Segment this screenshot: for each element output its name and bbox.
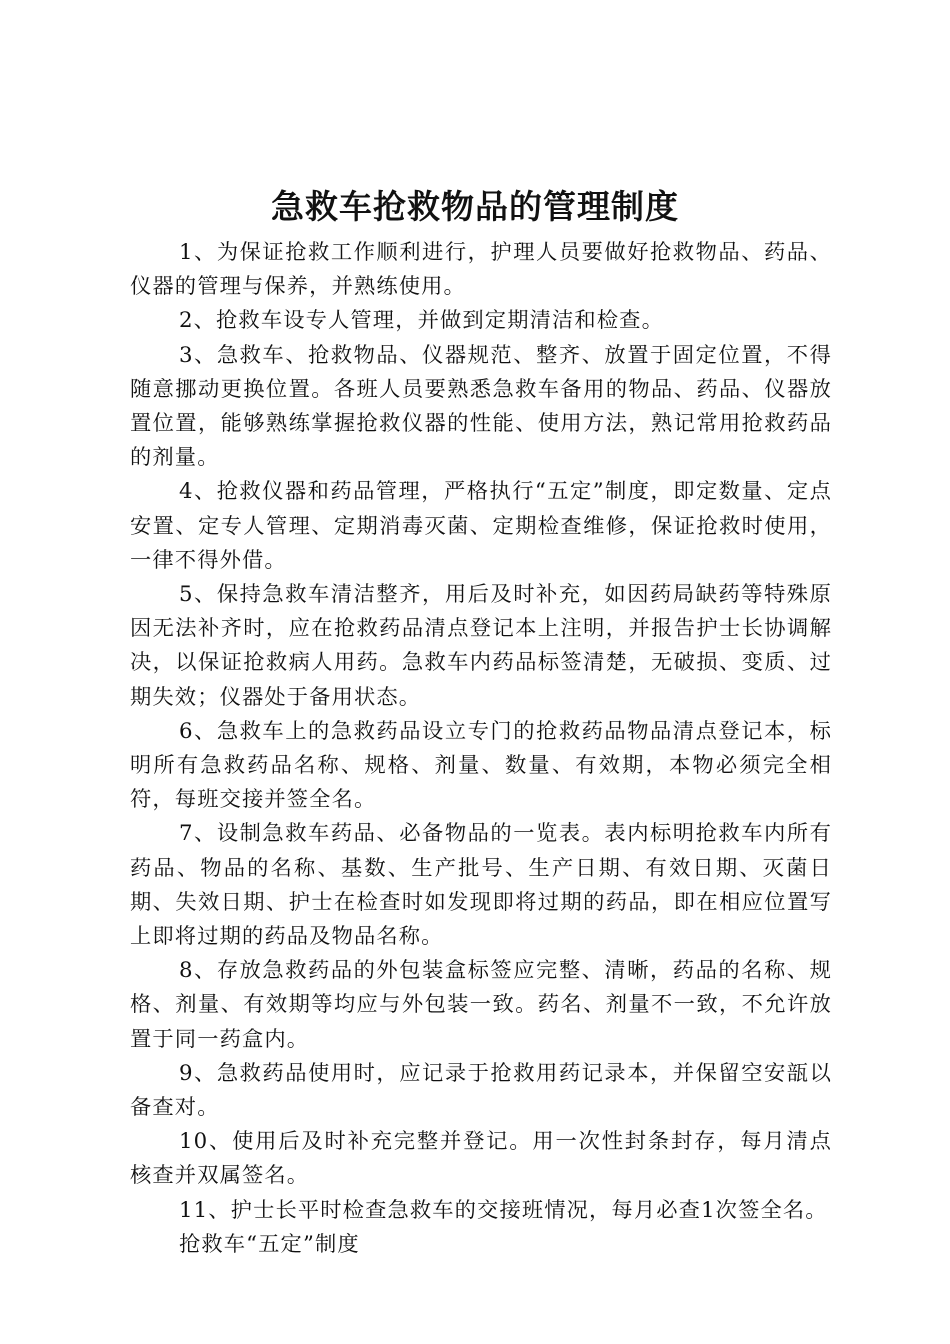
paragraph-rule-4: 4、抢救仪器和药品管理，严格执行“五定”制度，即定数量、定点安置、定专人管理、定期消毒灭菌、定期检查维修，保证抢救时使用，一律不得外借。: [130, 479, 832, 573]
paragraph-rule-1: 1、为保证抢救工作顺利进行，护理人员要做好抢救物品、药品、仪器的管理与保养，并熟练使用。: [130, 240, 832, 300]
document-title: 急救车抢救物品的管理制度: [271, 187, 679, 226]
section-heading-five-fixed: 抢救车“五定”制度: [178, 1231, 360, 1257]
paragraph-rule-10: 10、使用后及时补充完整并登记。用一次性封条封存，每月清点核查并双属签名。: [130, 1129, 832, 1189]
paragraph-rule-5: 5、保持急救车清洁整齐，用后及时补充，如因药局缺药等特殊原因无法补齐时，应在抢救药品清点登记本上注明，并报告护士长协调解决，以保证抢救病人用药。急救车内药品标签清楚，无破损、变质、过期失效；仪器处于备用状态。: [130, 582, 832, 710]
paragraph-rule-6: 6、急救车上的急救药品设立专门的抢救药品物品清点登记本，标明所有急救药品名称、规格、剂量、数量、有效期，本物必须完全相符，每班交接并签全名。: [130, 718, 832, 813]
paragraph-rule-3: 3、急救车、抢救物品、仪器规范、整齐、放置于固定位置，不得随意挪动更换位置。各班人员要熟悉急救车备用的物品、药品、仪器放置位置，能够熟练掌握抢救仪器的性能、使用方法，熟记常用抢救药品的剂量。: [130, 342, 832, 471]
paragraph-rule-9: 9、急救药品使用时，应记录于抢救用药记录本，并保留空安瓿以备查对。: [130, 1060, 832, 1121]
document-body: [130, 236, 832, 1262]
paragraph-rule-8: 8、存放急救药品的外包装盒标签应完整、清晰，药品的名称、规格、剂量、有效期等均应与外包装一致。药名、剂量不一致，不允许放置于同一药盒内。: [130, 958, 832, 1052]
paragraph-rule-2: 2、抢救车设专人管理，并做到定期清洁和检查。: [178, 308, 664, 334]
paragraph-rule-11: 11、护士长平时检查急救车的交接班情况，每月必查1次签全名。: [178, 1197, 828, 1223]
paragraph-rule-7: 7、设制急救车药品、必备物品的一览表。表内标明抢救车内所有药品、物品的名称、基数、生产批号、生产日期、有效日期、灭菌日期、失效日期、护士在检查时如发现即将过期的药品，即在相应位置写上即将过期的药品及物品名称。: [130, 821, 832, 950]
